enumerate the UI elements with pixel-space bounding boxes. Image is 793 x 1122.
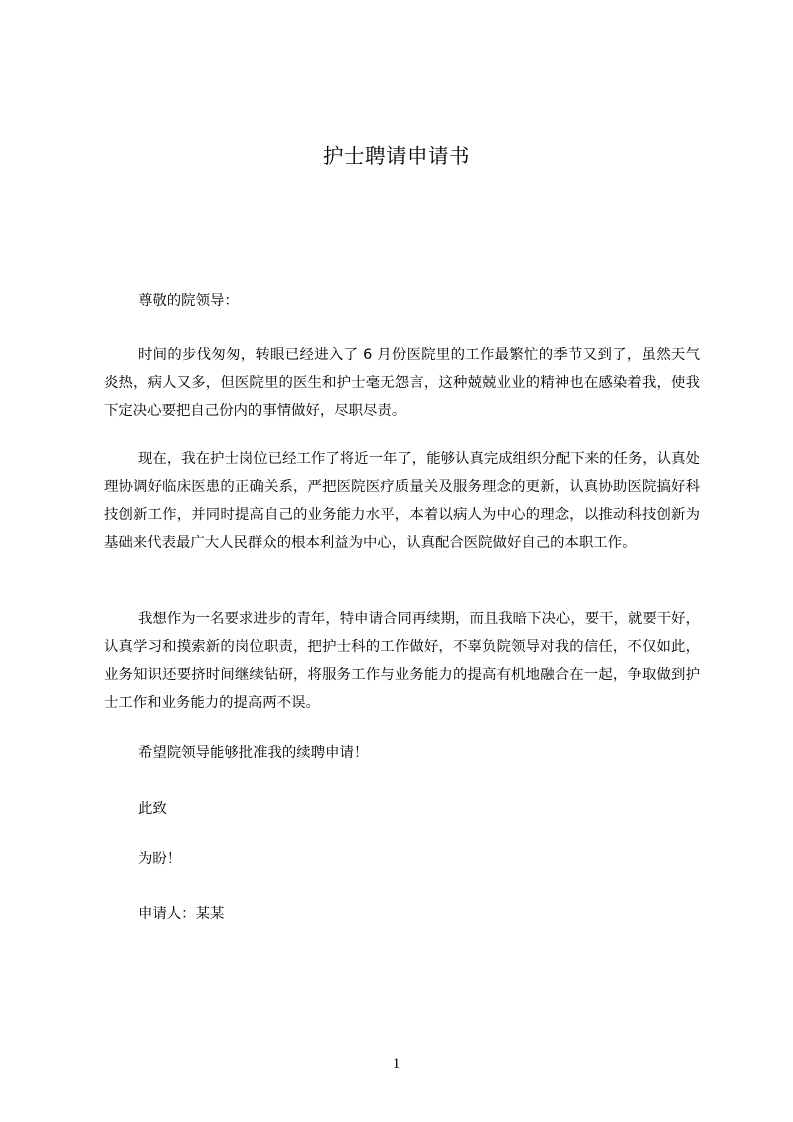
document-title: 护士聘请申请书 [323, 144, 470, 168]
closing-regards: 此致 [138, 801, 167, 817]
signature: 申请人：某某 [138, 906, 225, 922]
paragraph-1: 时间的步伐匆匆，转眼已经进入了 6 月份医院里的工作最繁忙的季节又到了，虽然天气炎热，病人又多，但医院里的医生和护士毫无怨言，这种兢兢业业的精神也在感染着我，使我下定决心要把自己份内的事情做好，尽职尽责。 [104, 347, 700, 419]
salutation: 尊敬的院领导： [138, 293, 239, 309]
closing-hope: 为盼！ [138, 851, 182, 867]
paragraph-2: 现在，我在护士岗位已经工作了将近一年了，能够认真完成组织分配下来的任务，认真处理协调好临床医患的正确关系，严把医院医疗质量关及服务理念的更新，认真协助医院搞好科技创新工作，并同时提高自己的业务能力水平，本着以病人为中心的理念，以推动科技创新为基础来代表最广大人民群众的根本利益为中心，认真配合医院做好自己的本职工作。 [104, 451, 700, 551]
page-number: 1 [392, 1056, 401, 1072]
paragraph-3: 我想作为一名要求进步的青年，特申请合同再续期，而且我暗下决心，要干，就要干好，认真学习和摸索新的岗位职责，把护士科的工作做好，不辜负院领导对我的信任，不仅如此，业务知识还要挤时间继续钻研，将服务工作与业务能力的提高有机地融合在一起，争取做到护士工作和业务能力的提高两不误。 [104, 611, 700, 711]
closing-request: 希望院领导能够批准我的续聘申请！ [138, 745, 369, 761]
